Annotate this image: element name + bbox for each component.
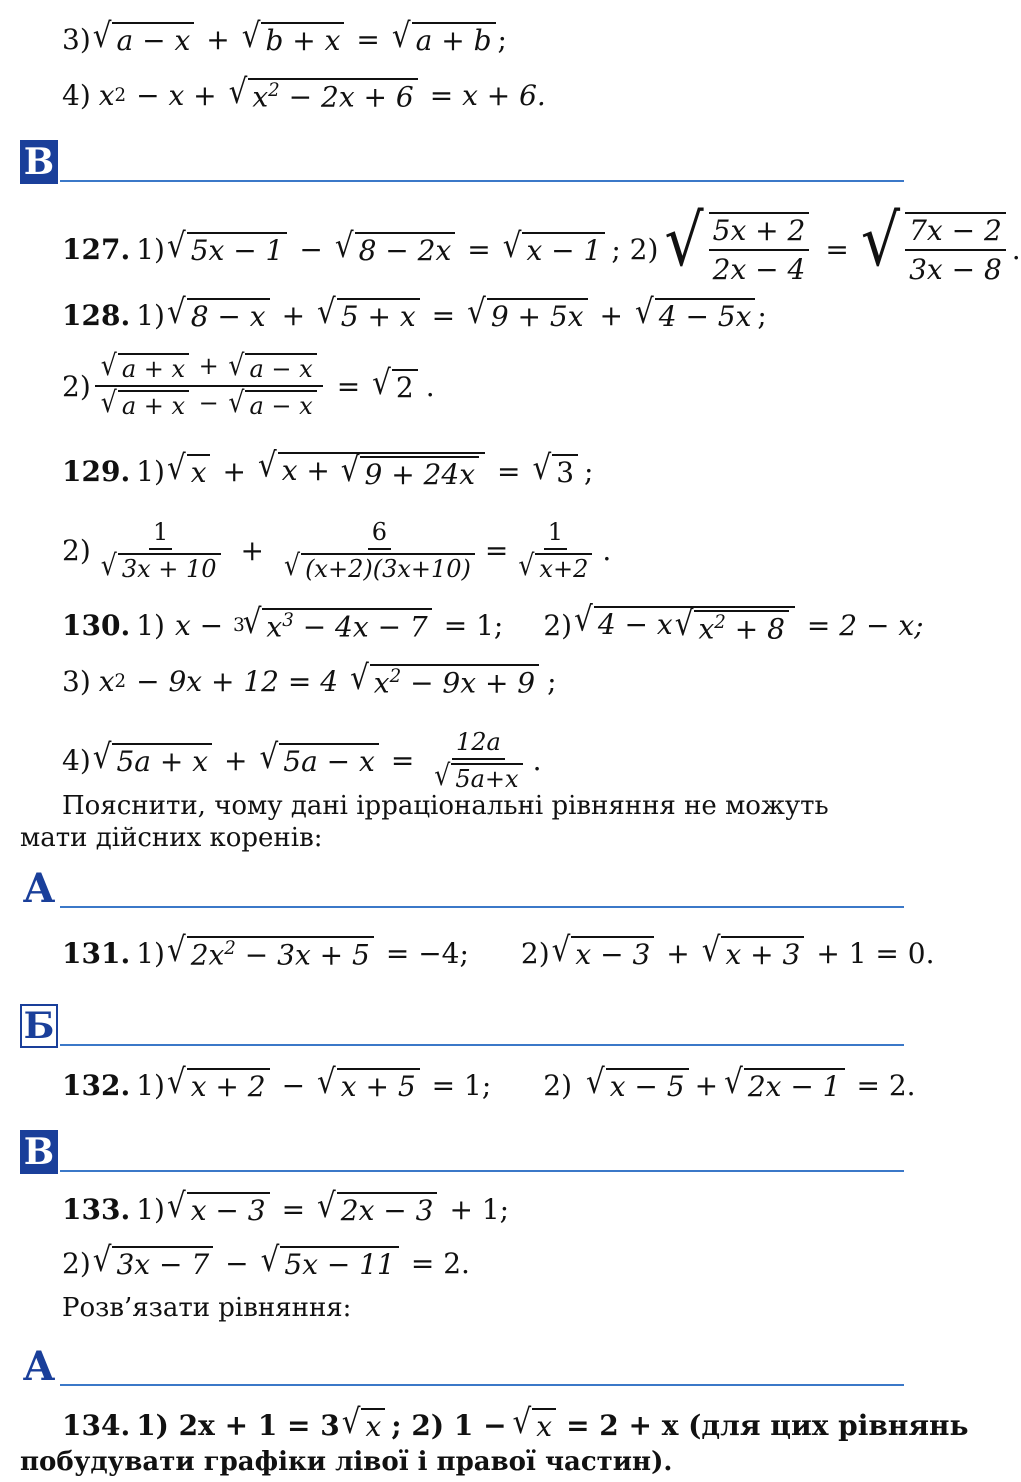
section-badge: А [22,864,56,912]
problem-127: 127. 1) √ 5x − 1 − √ 8 − 2x = √ x − 1 ; 2) √ $\frac{5x + 2}{2x - 4}$ = √ $\frac{7x - 2}{3x - 8}$ . [62,199,1021,286]
section-badge: А [22,1342,56,1390]
problem-132: 132. 1) √ x + 2 − √ x + 5 = 1; 2) √ x − 5 + √ 2x − 1 = 2. [62,1061,916,1103]
problem-133-2: 2) √ 3x − 7 − √ 5x − 11 = 2. [62,1239,470,1281]
equation-3: 3) √ a − x + √ b + x = √ a + b ; [62,15,507,57]
section-header-v [20,140,904,184]
radical: √ a − x [93,22,194,57]
problem-129-2: 2) 1 √ 3x + 10 + 6 √ (x+2)(3x+10) = 1 √ x+2 . [62,518,612,583]
problem-130-3: 3) x 2 − 9x + 12 = 4 √ $x^2 - 9x + 9$ ; [62,657,557,700]
problem-128-1: 128. 1) √ 8 − x + √ 5 + x = √ 9 + 5x + √ 4 − 5x ; [62,291,767,333]
section-header-v2 [20,1130,904,1174]
problem-128-2: 2) √ a + x + √ a − x √ a + x − √ a − x = √ 2 . [62,348,435,420]
problem-130-4: 4) √ 5a + x + √ 5a − x = 12a √ 5a+x . [62,728,542,793]
section-header-a [20,866,904,910]
problem-133-1: 133. 1) √ x − 3 = √ 2x − 3 + 1; [62,1185,510,1227]
section-rule [60,906,904,908]
problem-134: 134. 1) 2x + 1 = 3 √ x ; 2) 1 − √ x = 2 + x (для цих рівнянь [62,1401,969,1443]
item-number: 4) [62,79,91,113]
radical: √ b + x [242,22,345,57]
section-rule [60,1170,904,1172]
section-badge: Б [20,1004,58,1048]
solve-heading: Розв’язати рівняння: [62,1293,352,1323]
problem-number: 133. [62,1193,131,1226]
section-badge: В [20,1130,58,1174]
problem-number: 130. [62,609,131,643]
item-number: 3) [62,23,91,56]
problem-number: 128. [62,299,131,332]
problem-134-continuation: побудувати графіки лівої і правої частин). [20,1447,673,1477]
problem-130-1: 130. 1) x − 3 √ $x^3 - 4x - 7$ = 1; 2) √ 4 − x √ $x^2 + 8$ = 2 − x; [62,599,924,646]
problem-number: 134. [62,1409,131,1442]
problem-number: 127. [62,232,131,266]
radical: √ $x^2 - 2x + 6$ [229,78,418,113]
explanation-text: Пояснити, чому дані ірраціональні рівняння не можуть мати дійсних коренів: [20,791,829,853]
section-header-a2 [20,1344,904,1388]
section-rule [60,1384,904,1386]
problem-number: 132. [62,1069,131,1102]
section-rule [60,1044,904,1046]
equation-4: 4) x 2 − x + √ $x^2 - 2x + 6$ = x + 6. [62,71,546,114]
problem-131: 131. 1) √ $2x^2 - 3x + 5$ = −4; 2) √ x − 3 + √ x + 3 + 1 = 0. [62,929,935,972]
problem-number: 129. [62,455,131,488]
problem-129-1: 129. 1) √ x + √ x + √ 9 + 24x = √ 3 ; [62,445,594,491]
problem-number: 131. [62,937,131,971]
radical: √ a + b [392,22,496,57]
section-rule [60,180,904,182]
section-header-b [20,1004,904,1048]
section-badge: В [20,140,58,184]
